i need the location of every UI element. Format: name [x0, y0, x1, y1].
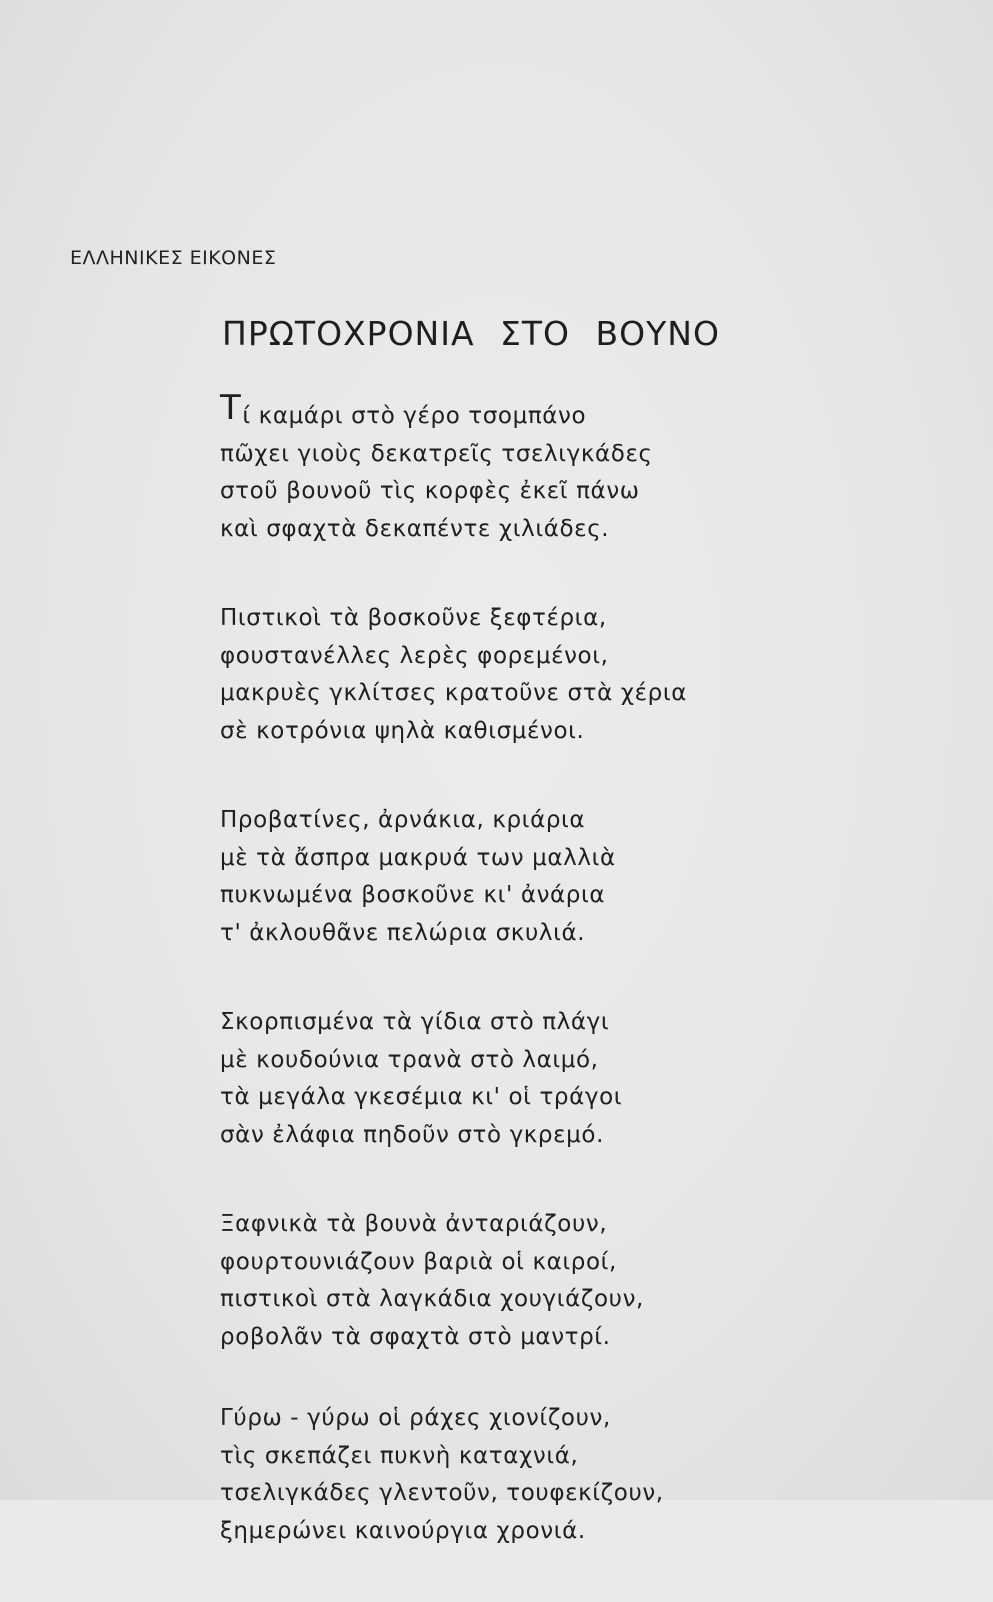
- poem-line: τὰ μεγάλα γκεσέμια κι' οἱ τράγοι: [220, 1084, 623, 1110]
- poem-line: καὶ σφαχτὰ δεκαπέντε χιλιάδες.: [220, 515, 610, 542]
- poem-line: Σκορπισμένα τὰ γίδια στὸ πλάγι: [220, 1009, 610, 1035]
- poem-body: [220, 388, 840, 1602]
- stanza-6: [220, 1400, 840, 1550]
- poem-title: ΠΡΩΤΟΧΡΟΝΙΑ ΣΤΟ ΒΟΥΝΟ: [222, 314, 720, 353]
- poem-line: σὰν ἐλάφια πηδοῦν στὸ γκρεμό.: [220, 1121, 604, 1148]
- stanza-5: [220, 1206, 840, 1356]
- stanza-1: [220, 388, 840, 548]
- drop-cap: Τ: [220, 388, 242, 428]
- poem-line-text: ί καμάρι στὸ γέρο τσομπάνο: [242, 403, 587, 429]
- stanza-4: [220, 1004, 840, 1154]
- series-title: ΕΛΛΗΝΙΚΕΣ ΕΙΚΟΝΕΣ: [70, 247, 277, 269]
- poem-line: μακρυὲς γκλίτσες κρατοῦνε στὰ χέρια: [220, 680, 688, 706]
- poem-line: Γύρω - γύρω οἱ ράχες χιονίζουν,: [220, 1405, 611, 1431]
- poem-line: τὶς σκεπάζει πυκνὴ καταχνιά,: [220, 1442, 579, 1469]
- poem-line: πιστικοὶ στὰ λαγκάδια χουγιάζουν,: [220, 1286, 644, 1312]
- poem-line: πυκνωμένα βοσκοῦνε κι' ἀνάρια: [220, 882, 606, 908]
- poem-line: φουστανέλλες λερὲς φορεμένοι,: [220, 642, 609, 669]
- poem-line: τσελιγκάδες γλεντοῦν, τουφεκίζουν,: [220, 1480, 664, 1506]
- poem-line: μὲ τὰ ἄσπρα μακρυά των μαλλιὰ: [220, 844, 616, 871]
- stanza-2: [220, 600, 840, 750]
- poem-line: [220, 388, 840, 436]
- poem-line: Προβατίνες, ἀρνάκια, κριάρια: [220, 807, 586, 833]
- poem-line: φουρτουνιάζουν βαριὰ οἱ καιροί,: [220, 1248, 617, 1275]
- poem-line: σὲ κοτρόνια ψηλὰ καθισμένοι.: [220, 717, 585, 744]
- poem-line: πῶχει γιοὺς δεκατρεῖς τσελιγκάδες: [220, 440, 653, 467]
- stanza-3: [220, 802, 840, 952]
- poem-line: Πιστικοὶ τὰ βοσκοῦνε ξεφτέρια,: [220, 605, 607, 631]
- poem-line: ροβολᾶν τὰ σφαχτὰ στὸ μαντρί.: [220, 1323, 611, 1350]
- poem-line: τ' ἀκλουθᾶνε πελώρια σκυλιά.: [220, 919, 586, 946]
- poem-line: Ξαφνικὰ τὰ βουνὰ ἀνταριάζουν,: [220, 1211, 608, 1237]
- poem-line: μὲ κουδούνια τρανὰ στὸ λαιμό,: [220, 1046, 599, 1073]
- poem-line: στοῦ βουνοῦ τὶς κορφὲς ἐκεῖ πάνω: [220, 478, 640, 504]
- poem-line: ξημερώνει καινούργια χρονιά.: [220, 1517, 586, 1544]
